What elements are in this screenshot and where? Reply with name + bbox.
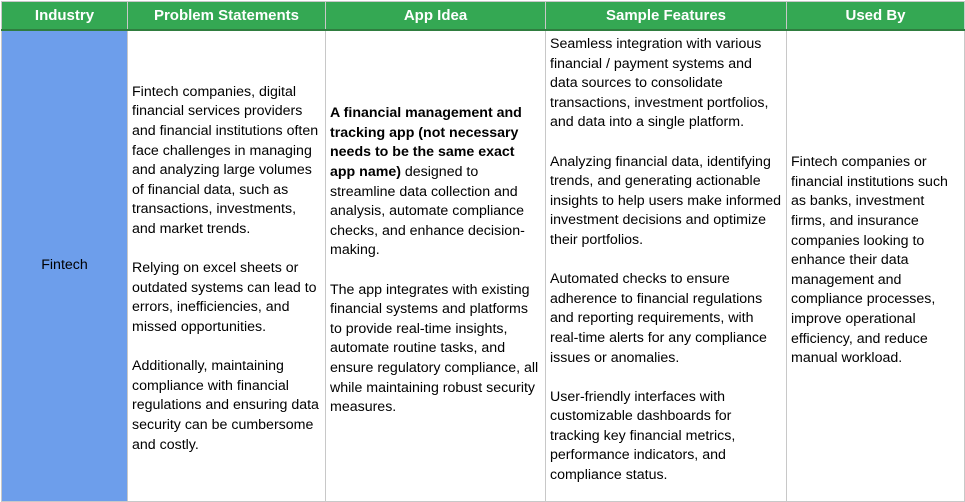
app-ideas-table bbox=[1, 1, 965, 502]
feature-paragraph: Analyzing financial data, identifying trends, and generating actionable insights to help users make informed investment decisions and optimize their portfolios. bbox=[550, 153, 782, 248]
problem-statements-cell bbox=[128, 30, 326, 502]
table-row bbox=[2, 30, 965, 502]
header-industry: Industry bbox=[2, 2, 128, 31]
header-row bbox=[2, 2, 965, 31]
industry-cell: Fintech bbox=[2, 30, 128, 502]
feature-paragraph: Automated checks to ensure adherence to financial regulations and reporting requirements, with real-time alerts for any compliance issues or anomalies. bbox=[550, 271, 767, 366]
problem-paragraph: Relying on excel sheets or outdated systems can lead to errors, inefficiencies, and missed opportunities. bbox=[132, 260, 317, 335]
app-idea-cell bbox=[326, 30, 546, 502]
problem-paragraph: Additionally, maintaining compliance with financial regulations and ensuring data security can be cumbersome and costly. bbox=[132, 358, 319, 453]
app-idea-paragraph: The app integrates with existing financial systems and platforms to provide real-time insights, automate routine tasks, and ensure regulatory compliance, all while maintaining robust security measures. bbox=[330, 281, 539, 416]
feature-paragraph: Seamless integration with various financial / payment systems and data sources to consolidate transactions, investment portfolios, and data into a single platform. bbox=[550, 36, 769, 131]
app-idea-bold-intro: A financial management and tracking app (not necessary needs to be the same exact app name) bbox=[330, 105, 522, 181]
used-by-paragraph: Fintech companies or financial institutions such as banks, investment firms, and insurance companies looking to enhance their data management and compliance processes, improve operational efficiency, and reduce manual workload. bbox=[791, 154, 948, 367]
header-problem-statements: Problem Statements bbox=[128, 2, 326, 31]
problem-paragraph: Fintech companies, digital financial services providers and financial institutions often face challenges in managing and analyzing large volumes of financial data, such as transactions, investments, and market trends. bbox=[132, 83, 319, 238]
app-idea-intro-rest: designed to streamline data collection and analysis, automate compliance checks, and enhance decision-making. bbox=[330, 164, 525, 259]
header-used-by: Used By bbox=[787, 2, 965, 31]
used-by-cell bbox=[787, 30, 965, 502]
header-app-idea: App Idea bbox=[326, 2, 546, 31]
app-idea-paragraph bbox=[330, 104, 541, 261]
feature-paragraph: User-friendly interfaces with customizable dashboards for tracking key financial metrics, performance indicators, and compliance status. bbox=[550, 388, 736, 484]
sample-features-cell bbox=[546, 30, 787, 502]
header-sample-features: Sample Features bbox=[546, 2, 787, 31]
